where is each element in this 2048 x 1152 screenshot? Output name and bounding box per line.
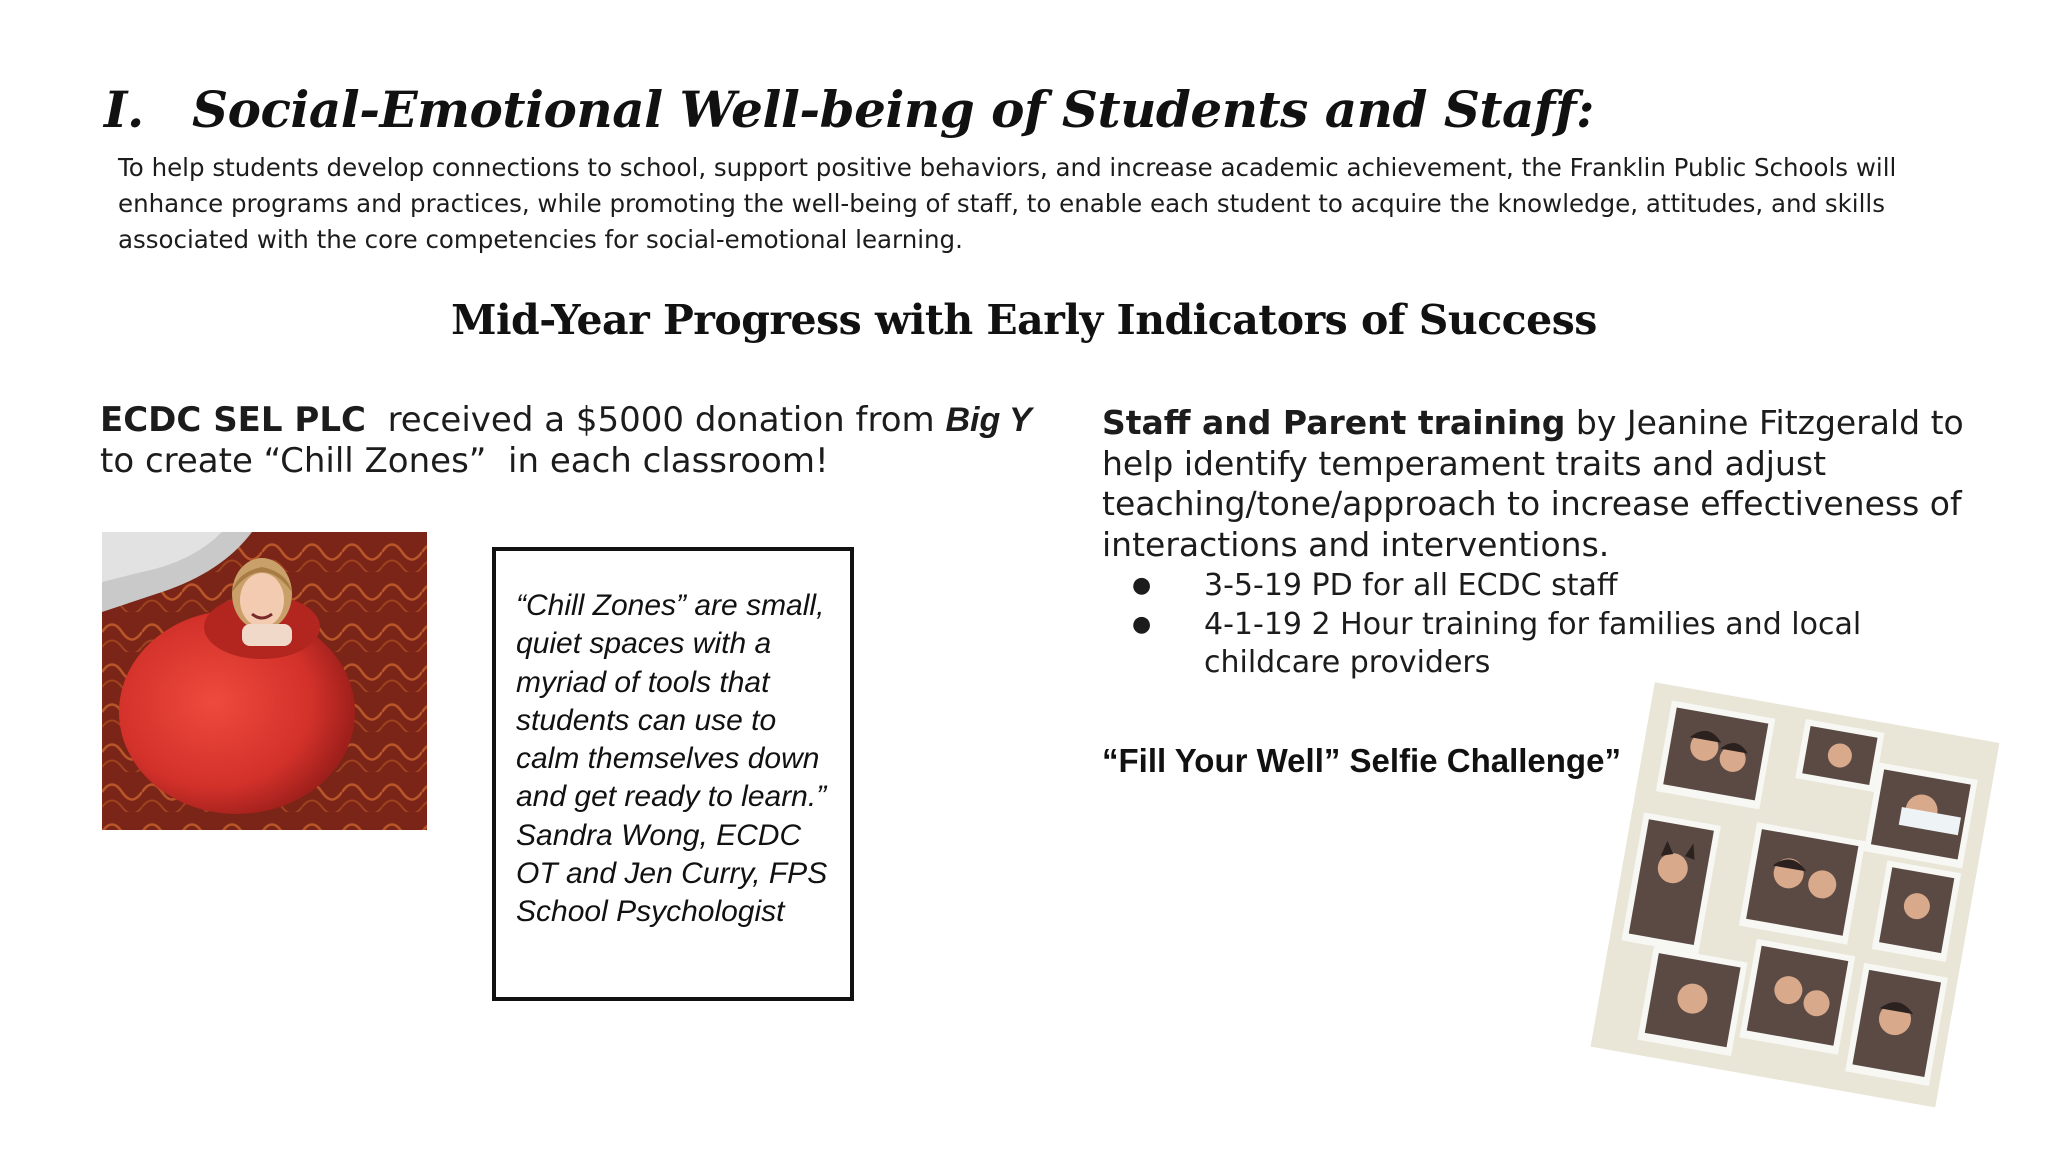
list-item: ● 4-1-19 2 Hour training for families and local childcare providers <box>1102 606 2002 683</box>
section-number: I. <box>104 80 144 139</box>
donation-text-before: received a $5000 donation from <box>365 400 946 440</box>
list-item: ● 3-5-19 PD for all ECDC staff <box>1102 567 2002 606</box>
donation-org: ECDC SEL PLC <box>100 400 366 440</box>
quote-text: “Chill Zones” are small, quiet spaces with a myriad of tools that students can use to calm themselves down and get ready to learn.” Sandra Wong, ECDC OT and Jen Curry, FPS School Psychologist <box>516 589 828 929</box>
beanbag-photo <box>102 532 427 830</box>
section-title: Social-Emotional Well-being of Students and Staff: <box>192 80 1594 139</box>
training-block <box>1102 403 2002 683</box>
donation-text-after: to create “Chill Zones” in each classroom! <box>100 400 1043 481</box>
training-paragraph <box>1102 403 2002 565</box>
donation-text <box>100 400 1060 482</box>
training-text: by Jeanine Fitzgerald to help identify temperament traits and adjust teaching/tone/approach to increase effectiveness of interactions and interventions. <box>1102 403 1964 564</box>
training-list <box>1102 567 2002 683</box>
donation-donor: Big Y <box>945 401 1032 439</box>
quote-box <box>492 547 854 1001</box>
page-title <box>104 80 1594 139</box>
training-heading: Staff and Parent training <box>1102 403 1566 442</box>
selfie-board-photo <box>1580 680 2012 1110</box>
intro-paragraph: To help students develop connections to school, support positive behaviors, and increase academic achievement, the Franklin Public Schools will enhance programs and practices, while promoting the well-being of staff, to enable each student to acquire the knowledge, attitudes, and skills associated with the core competencies for social-emotional learning. <box>118 153 1897 254</box>
progress-subtitle: Mid-Year Progress with Early Indicators of Success <box>451 296 1597 344</box>
selfie-challenge-title: “Fill Your Well” Selfie Challenge” <box>1102 742 1621 779</box>
